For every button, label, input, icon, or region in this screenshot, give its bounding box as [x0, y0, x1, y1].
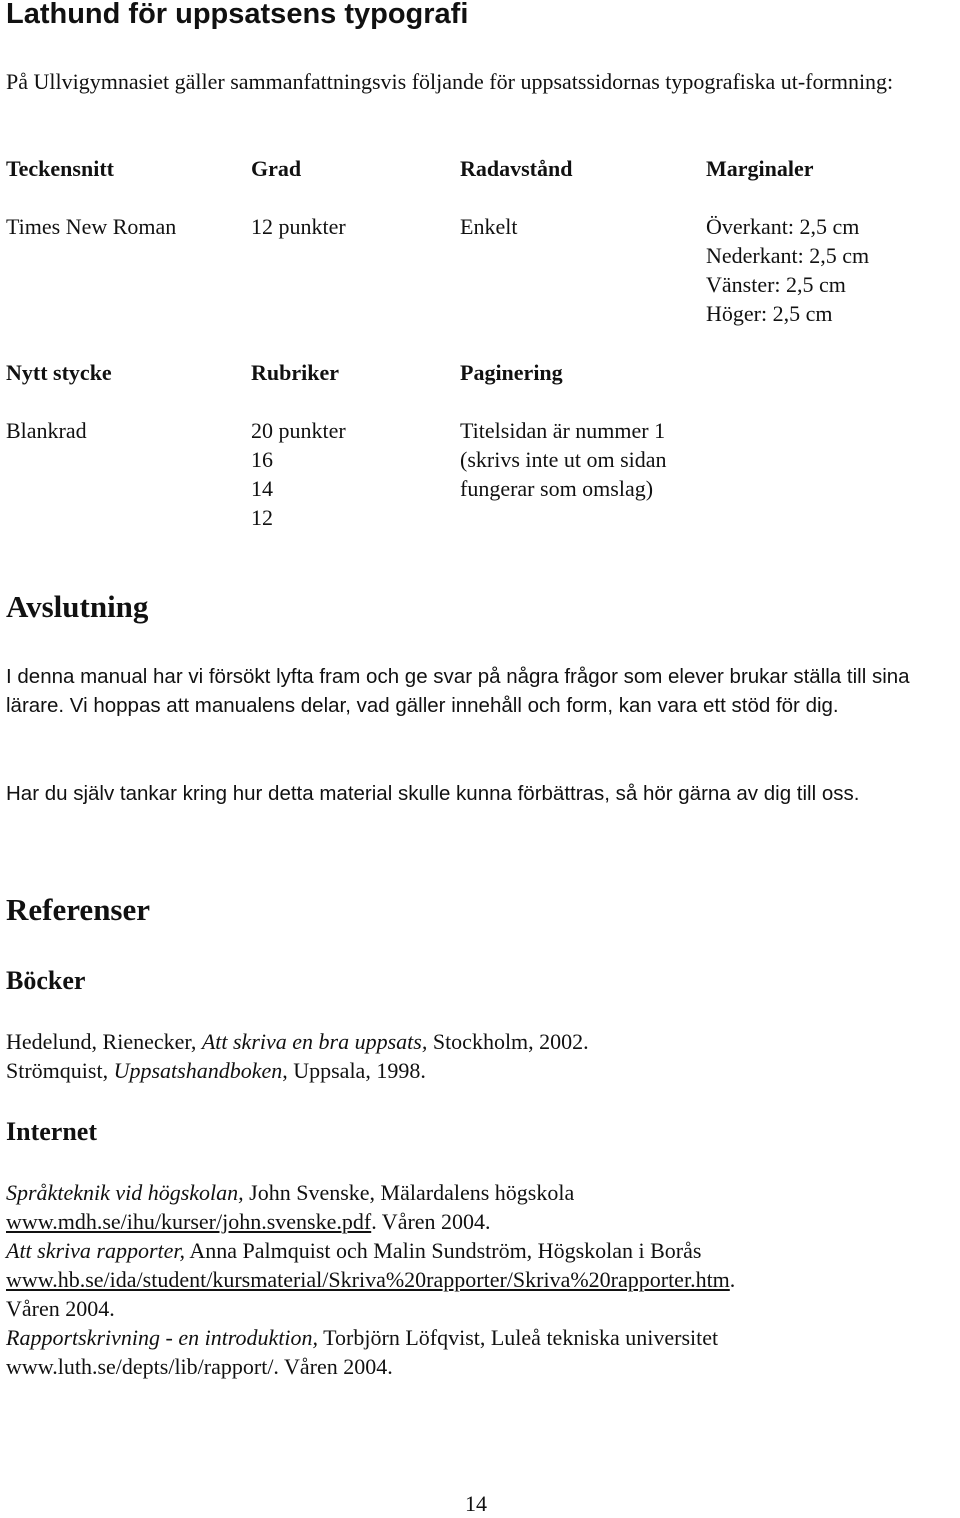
web-date: Våren 2004.: [6, 1296, 115, 1321]
page-title: Lathund för uppsatsens typografi: [6, 0, 469, 30]
book-details: Stockholm, 2002.: [427, 1029, 589, 1054]
web-punctuation: .: [729, 1267, 736, 1292]
avslutning-paragraph-2: Har du själv tankar kring hur detta material skulle kunna förbättras, så hör gärna av dig till oss.: [6, 782, 860, 805]
margin-right: Höger: 2,5 cm: [706, 301, 833, 326]
web-title: Språkteknik vid högskolan,: [6, 1180, 244, 1205]
internet-reference-date-line: [6, 1294, 950, 1323]
web-link[interactable]: www.mdh.se/ihu/kurser/john.svenske.pdf: [6, 1209, 372, 1234]
book-author: Strömquist,: [6, 1058, 114, 1083]
referenser-heading: Referenser: [6, 892, 151, 927]
web-date: . Våren 2004.: [371, 1209, 491, 1234]
web-title: Rapportskrivning - en introduktion,: [6, 1325, 319, 1350]
header-radavstand: Radavstånd: [460, 156, 573, 181]
spacing-value: Enkelt: [460, 214, 518, 239]
header-nytt-stycke: Nytt stycke: [6, 360, 112, 385]
heading-size-3: 14: [251, 476, 273, 501]
header-grad: Grad: [251, 156, 302, 181]
heading-size-4: 12: [251, 505, 273, 530]
book-title: Uppsatshandboken: [113, 1058, 283, 1083]
heading-size-1: 20 punkter: [251, 418, 346, 443]
margin-top: Överkant: 2,5 cm: [706, 214, 860, 239]
paragraph-value: Blankrad: [6, 418, 87, 443]
internet-reference-url-line: [6, 1265, 950, 1294]
web-url-plain: www.luth.se/depts/lib/rapport/. Våren 2004.: [6, 1354, 393, 1379]
margin-bottom: Nederkant: 2,5 cm: [706, 243, 870, 268]
web-details: Torbjörn Löfqvist, Luleå tekniska universitet: [318, 1325, 719, 1350]
book-reference: [6, 1056, 950, 1085]
header-marginaler: Marginaler: [706, 156, 814, 181]
web-link[interactable]: www.hb.se/ida/student/kursmaterial/Skriva%20rapporter/Skriva%20rapporter.htm: [6, 1267, 730, 1292]
pagination-line-2: (skrivs inte ut om sidan: [460, 447, 667, 472]
header-rubriker: Rubriker: [251, 360, 339, 385]
page-number: 14: [465, 1491, 487, 1516]
internet-reference: [6, 1178, 950, 1207]
books-heading: Böcker: [6, 966, 86, 995]
web-details: John Svenske, Mälardalens högskola: [243, 1180, 575, 1205]
internet-reference-url-line: [6, 1352, 950, 1381]
book-author: Hedelund, Rienecker,: [6, 1029, 202, 1054]
internet-reference: [6, 1323, 950, 1352]
book-title: Att skriva en bra uppsats,: [201, 1029, 428, 1054]
size-value: 12 punkter: [251, 214, 346, 239]
margin-left: Vänster: 2,5 cm: [706, 272, 846, 297]
header-teckensnitt: Teckensnitt: [6, 156, 114, 181]
header-paginering: Paginering: [460, 360, 563, 385]
avslutning-paragraph-1: I denna manual har vi försökt lyfta fram och ge svar på några frågor som elever brukar ställa till sina lärare. Vi hoppas att manualens delar, vad gäller innehåll och form, kan vara ett stöd för dig.: [6, 665, 910, 717]
web-details: Anna Palmquist och Malin Sundström, Högskolan i Borås: [185, 1238, 702, 1263]
pagination-line-1: Titelsidan är nummer 1: [460, 418, 666, 443]
avslutning-heading: Avslutning: [6, 589, 149, 624]
book-details: , Uppsala, 1998.: [282, 1058, 426, 1083]
internet-reference-url-line: [6, 1207, 950, 1236]
web-title: Att skriva rapporter,: [6, 1238, 186, 1263]
internet-reference: [6, 1236, 950, 1265]
book-reference: [6, 1027, 950, 1056]
internet-heading: Internet: [6, 1117, 97, 1146]
font-value: Times New Roman: [6, 214, 177, 239]
pagination-line-3: fungerar som omslag): [460, 476, 654, 501]
intro-paragraph: På Ullvigymnasiet gäller sammanfattningsvis följande för uppsatssidornas typografiska ut-formning:: [6, 69, 894, 94]
heading-size-2: 16: [251, 447, 273, 472]
